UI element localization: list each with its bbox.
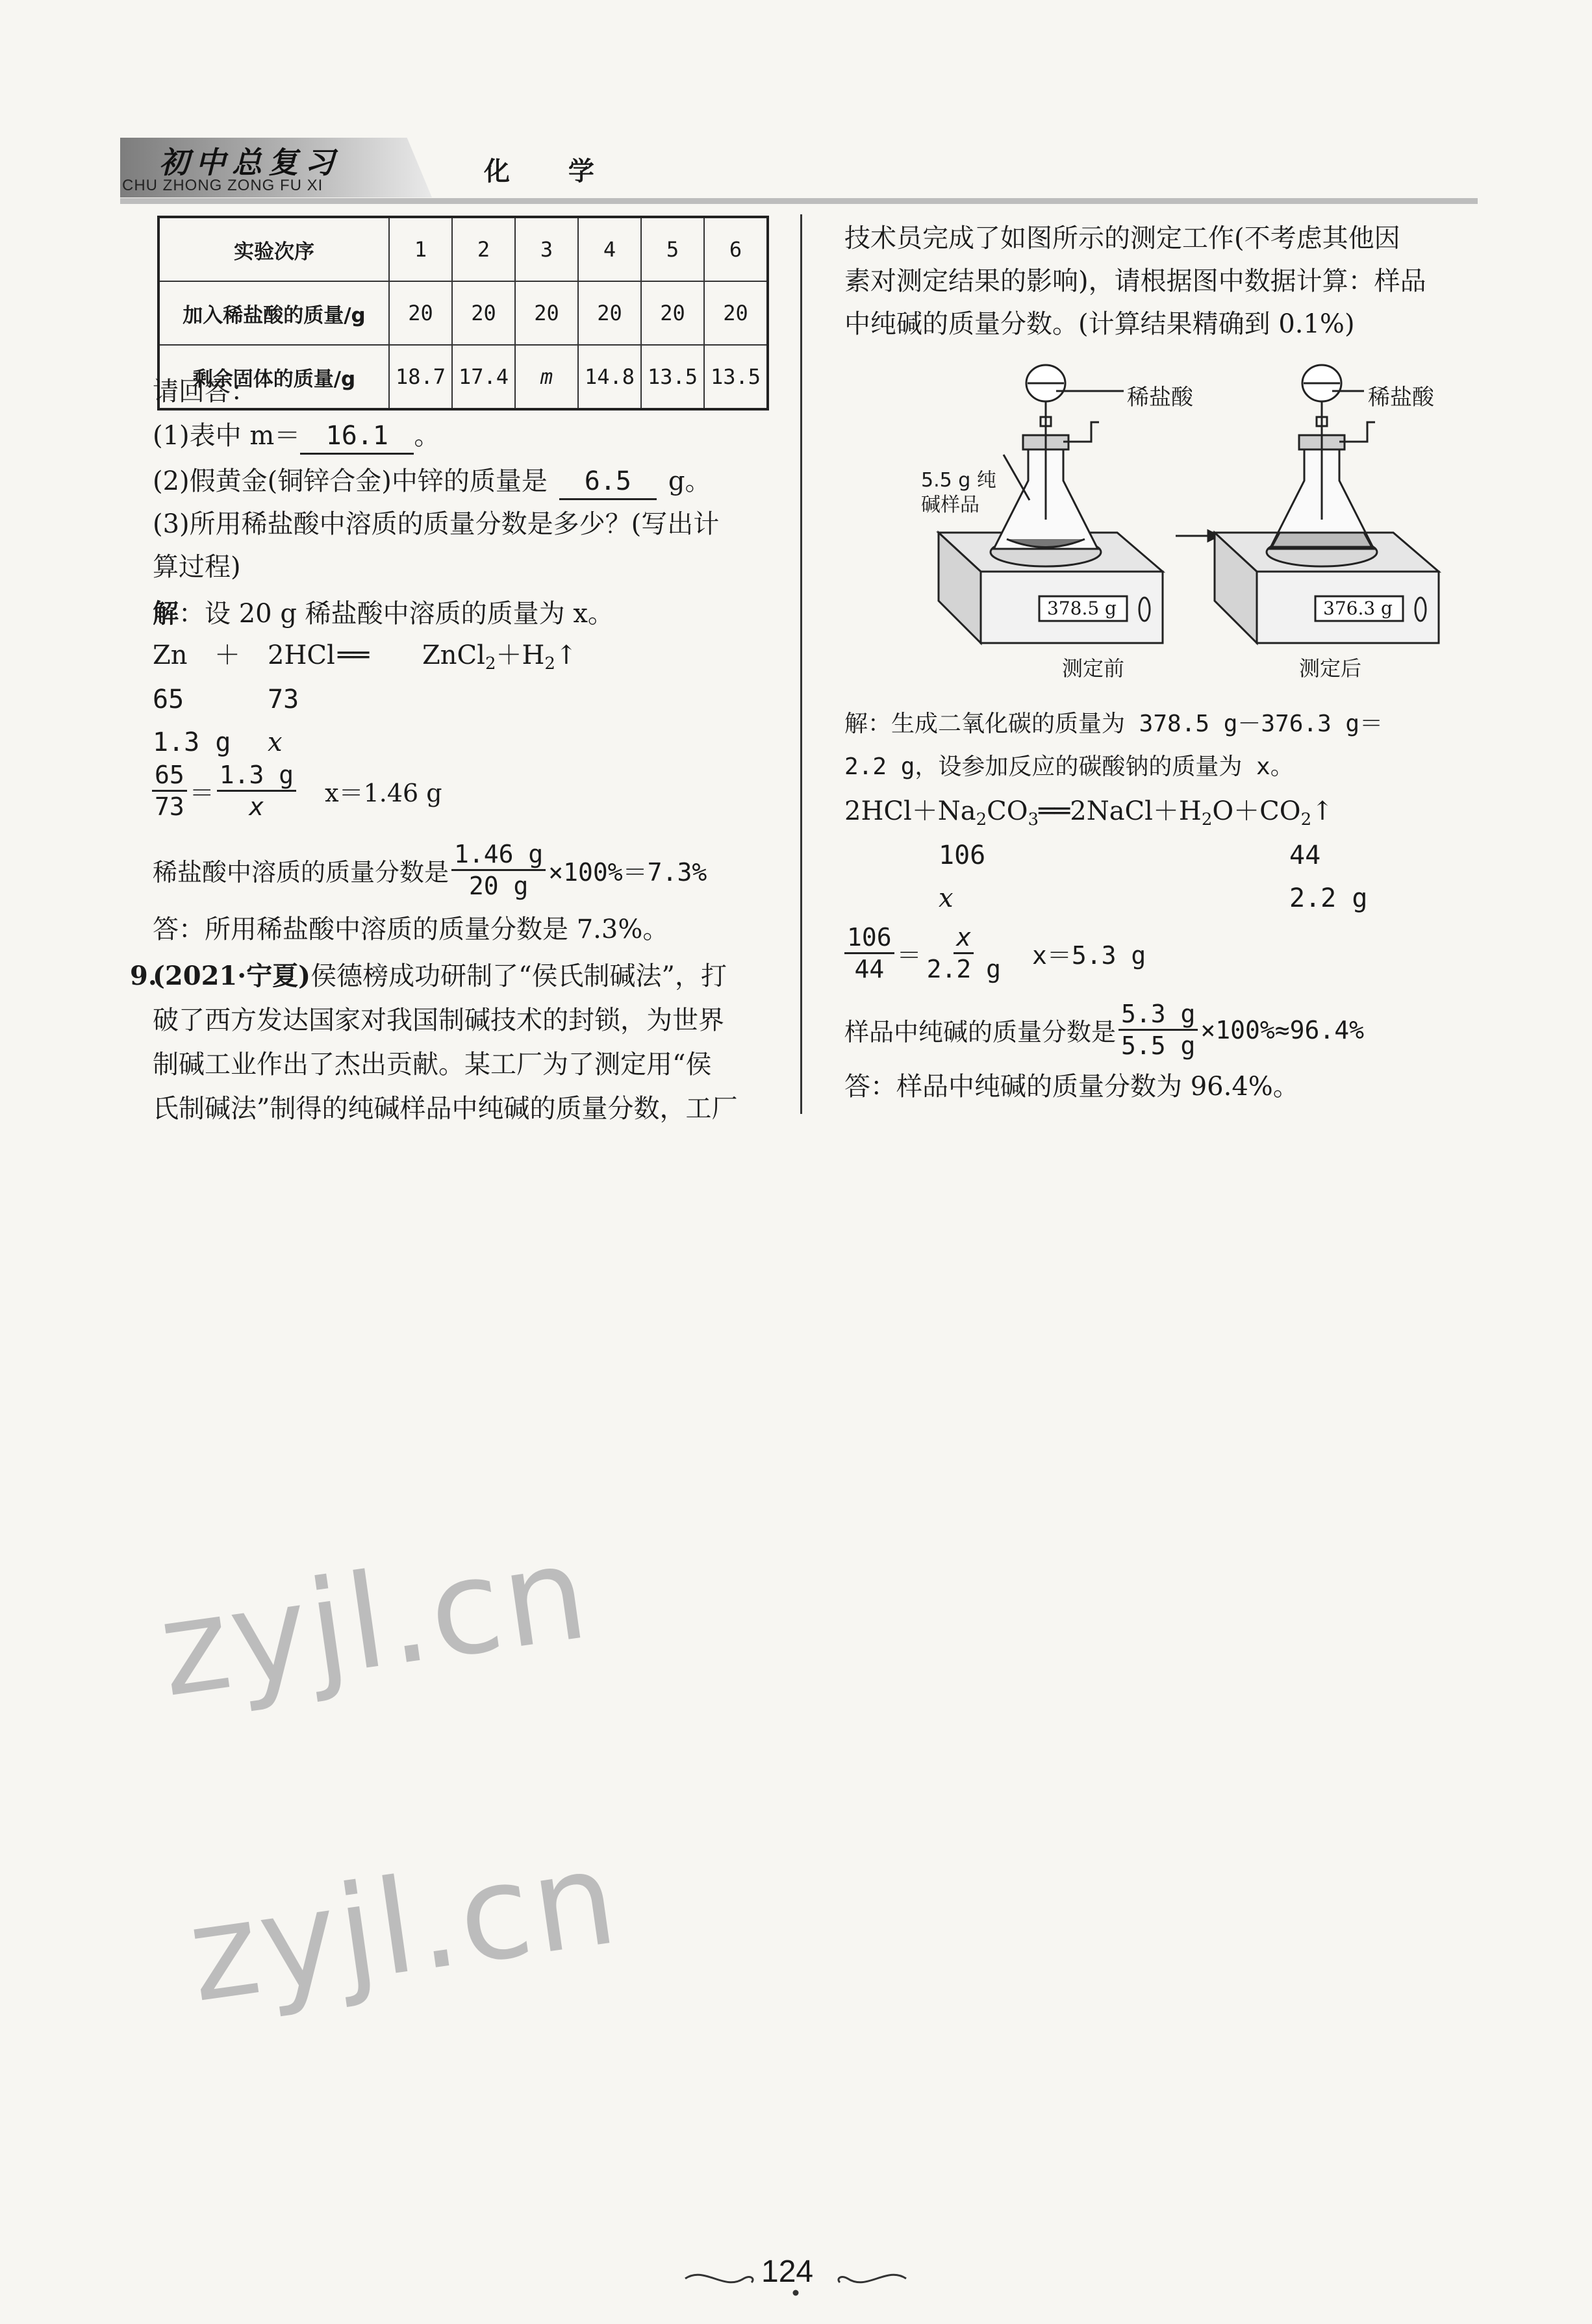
question-2 [153,460,711,503]
solution-label: 解 [153,598,179,629]
label-acid-after: 稀盐酸 [1368,385,1434,410]
subject-title: 化 学 [484,156,619,186]
watermark: zyjl.cn [180,1822,627,2032]
sub-3: 3 [1028,810,1039,829]
gas-arrow: ↑ [555,640,577,670]
eq-products [422,634,577,685]
sub-2: 2 [1201,810,1213,829]
mass-2-2g: 2.2 g [1289,883,1368,913]
numerator: 1.3 g [217,760,296,792]
column-divider [800,214,802,1114]
question-prompt: 请回答： [153,377,257,407]
table-cell: 20 [641,281,704,345]
fraction [924,922,1004,984]
fraction [844,922,894,984]
answer-left: 答：所用稀盐酸中溶质的质量分数是 7.3%。 [153,915,669,944]
table-cell: 20 [452,281,515,345]
q2-text: (2)假黄金(铜锌合金)中锌的质量是 [153,466,548,496]
q9-line3: 制碱工业作出了杰出贡献。某工厂为了测定用“侯 [153,1050,712,1080]
q9-source: (2021·宁夏) [153,961,311,991]
table-cell: 5 [641,217,704,281]
eq-h: ＋H [496,640,545,670]
mass-44: 44 [1289,840,1321,870]
q2-unit: g。 [668,466,711,496]
q9-number: 9. [130,961,157,991]
ratio-equation-right [842,922,1146,984]
q1-text: (1)表中 m＝ [153,421,301,451]
question-3-line2: 算过程) [153,552,241,582]
mass-1-3g: 1.3 g [153,727,231,757]
eq-co2: O＋CO [1212,796,1301,826]
mass-65: 65 [153,685,184,714]
table-cell: 18.7 [389,345,452,409]
ratio-equation [149,760,442,822]
eq-zn: Zn [153,640,188,670]
mass-x-right: x [939,883,954,913]
table-cell: 13.5 [641,345,704,409]
solution-intro [153,592,614,635]
fraction [217,760,296,822]
gas-arrow: ↑ [1311,796,1333,826]
q9-line1 [153,955,727,998]
ratio-result-right: x＝5.3 g [1032,941,1146,970]
caption-after: 测定后 [1299,656,1362,681]
eq-products: ══2NaCl＋H [1039,796,1202,826]
table-cell: 20 [578,281,641,345]
book-title: 初中总复习 [159,145,341,180]
q9-cont-line2: 素对测定结果的影响)，请根据图中数据计算：样品 [844,266,1426,296]
solution-right-line1: 解：生成二氧化碳的质量为 378.5 g－376.3 g＝ [844,711,1384,737]
label-sample-line1: 5.5 g 纯 [921,469,996,492]
eq-h-sub: 2 [544,654,555,674]
q9-line2: 破了西方发达国家对我国制碱技术的封锁，为世界 [153,1005,724,1035]
table-row [158,281,768,345]
table-row [158,217,768,281]
table-cell: 14.8 [578,345,641,409]
numerator: 5.3 g [1118,999,1198,1031]
numerator: x [954,922,974,954]
ratio-result: x＝1.46 g [325,779,442,807]
table-cell: 13.5 [704,345,768,409]
row-header: 剩余固体的质量/g [158,345,389,409]
fraction [1118,999,1198,1061]
page-number: 124 [761,2255,814,2289]
row-header: 加入稀盐酸的质量/g [158,281,389,345]
eq-co: CO [987,796,1028,826]
table-cell: 20 [515,281,578,345]
table-cell: 1 [389,217,452,281]
question-1 [153,414,440,457]
eq-hcl: 2HCl [268,640,335,670]
label-acid-before: 稀盐酸 [1127,385,1193,410]
eq-reactants: 2HCl＋Na [844,796,976,826]
answer-right: 答：样品中纯碱的质量分数为 96.4%。 [844,1072,1299,1102]
fraction-prefix: 稀盐酸中溶质的质量分数是 [153,858,449,887]
equals: ＝ [189,779,214,807]
numerator: 1.46 g [451,839,546,871]
denominator: x [249,792,264,821]
q9-cont-line1: 技术员完成了如图所示的测定工作(不考虑其他因 [844,223,1400,253]
scale-reading-before: 378.5 g [1047,598,1117,619]
watermark: zyjl.cn [151,1517,598,1726]
purity-prefix: 样品中纯碱的质量分数是 [844,1018,1117,1046]
fraction-suffix: ×100%＝7.3% [548,858,707,887]
eq-arrow: ══ [338,640,370,670]
denominator: 73 [155,792,184,821]
q1-end: 。 [414,421,440,451]
row-header: 实验次序 [158,217,389,281]
fraction [451,839,546,901]
denominator: 44 [854,955,885,983]
question-3-line1: (3)所用稀盐酸中溶质的质量分数是多少？(写出计 [153,509,720,539]
sub-2: 2 [1300,810,1312,829]
table-cell: 4 [578,217,641,281]
numerator: 106 [844,922,894,954]
solution-after [1272,533,1372,547]
solution-text: ：设 20 g 稀盐酸中溶质的质量为 x。 [179,599,614,629]
header-rule [120,198,1478,204]
eq-plus: ＋ [214,640,240,670]
table-cell: 20 [389,281,452,345]
fraction [152,760,187,822]
scale-reading-after: 376.3 g [1323,598,1393,619]
denominator: 2.2 g [926,955,1002,983]
table-cell: m [515,345,578,409]
q9-line4: 氏制碱法”制得的纯碱样品中纯碱的质量分数，工厂 [153,1094,738,1124]
mass-x: x [268,727,283,757]
purity-suffix: ×100%≈96.4% [1200,1015,1365,1044]
equals: ＝ [896,941,922,970]
label-sample-line2: 碱样品 [921,494,979,516]
sub-2: 2 [976,810,987,829]
table-cell: 20 [704,281,768,345]
eq-zncl: ZnCl [422,640,485,670]
caption-before: 测定前 [1062,656,1125,681]
mass-106: 106 [939,840,986,870]
table-cell: 3 [515,217,578,281]
book-subtitle: CHU ZHONG ZONG FU XI [122,177,323,194]
denominator: 20 g [468,872,529,900]
solution-right-line2: 2.2 g，设参加反应的碳酸钠的质量为 x。 [844,753,1294,780]
purity-line [844,999,1364,1061]
q2-answer: 6.5 [559,464,657,500]
acid-fraction-line [153,839,707,901]
table-cell: 6 [704,217,768,281]
q9-cont-line3: 中纯碱的质量分数。(计算结果精确到 0.1%) [844,309,1355,339]
eq-na2co3 [844,790,1333,841]
table-cell: 2 [452,217,515,281]
q9-text: 侯德榜成功研制了“侯氏制碱法”，打 [310,961,727,991]
eq-zncl-sub: 2 [485,654,496,674]
q1-answer: 16.1 [300,419,414,455]
table-cell: 17.4 [452,345,515,409]
numerator: 65 [152,760,187,792]
mass-73: 73 [268,685,299,714]
denominator: 5.5 g [1121,1031,1196,1060]
